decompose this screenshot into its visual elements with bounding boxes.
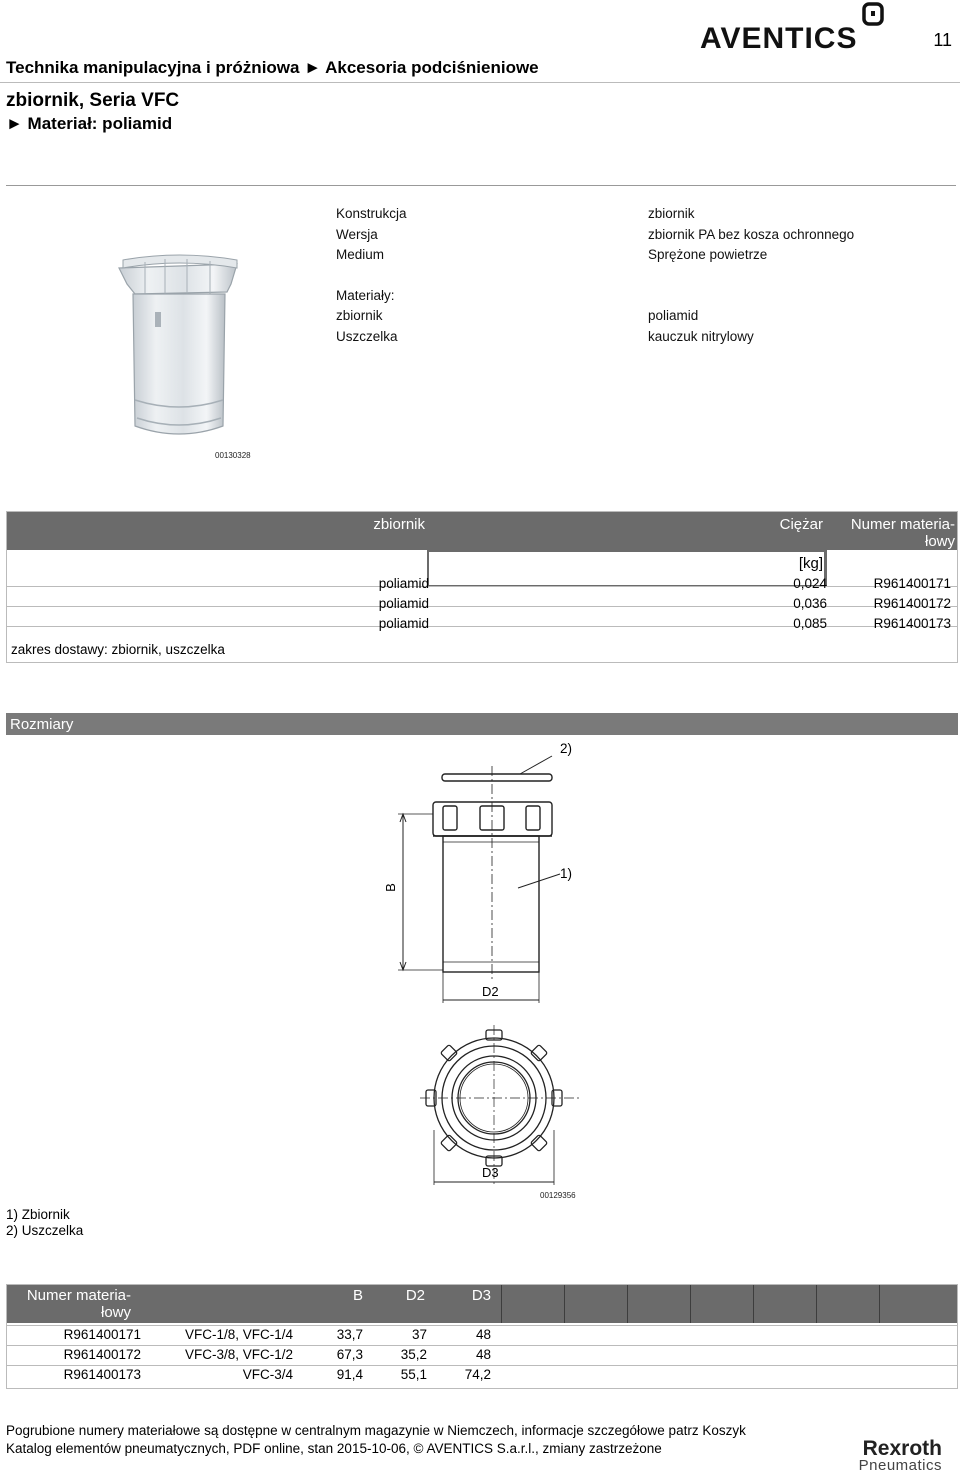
rexroth-logo: Rexroth <box>862 1437 942 1460</box>
legend-seal: 2) Uszczelka <box>6 1223 84 1238</box>
breadcrumb: Technika manipulacyjna i próżniowa ► Akcesoria podciśnieniowe <box>6 58 539 77</box>
row1-material: poliamid <box>378 576 429 591</box>
header-weight-unit: [kg] <box>798 555 823 572</box>
r2-thread: VFC-3/8, VFC-1/2 <box>184 1347 293 1362</box>
aventics-logo <box>700 2 890 54</box>
top-view-drawing <box>420 1025 580 1185</box>
aventics-logo-mark <box>864 4 882 24</box>
r2-d2: 35,2 <box>400 1347 427 1362</box>
row3-weight: 0,085 <box>793 616 827 631</box>
dimensions-title: Rozmiary <box>10 716 74 733</box>
spec-value-tank: poliamid <box>648 308 699 323</box>
page-subtitle: ► Materiał: poliamid <box>6 114 173 133</box>
header-weight: Ciężar <box>779 516 823 533</box>
dimension-b-label: B <box>382 883 398 892</box>
page-title: zbiornik, Seria VFC <box>6 90 180 111</box>
r3-thread: VFC-3/4 <box>242 1367 293 1382</box>
table-row <box>7 1327 957 1347</box>
table-row <box>7 575 957 595</box>
row1-weight: 0,024 <box>793 576 827 591</box>
aventics-logo-text: AVENTICS <box>700 22 858 54</box>
dimensions-table <box>6 1284 958 1389</box>
header-b: B <box>352 1287 363 1304</box>
rexroth-logo-subtitle: Pneumatics <box>858 1457 942 1474</box>
spec-labels <box>336 204 407 347</box>
dimension-d3-label: D3 <box>482 1165 499 1180</box>
legend-tank: 1) Zbiornik <box>6 1207 70 1222</box>
header-d2: D2 <box>405 1287 425 1304</box>
r3-d3: 74,2 <box>464 1367 491 1382</box>
r2-b: 67,3 <box>336 1347 363 1362</box>
r1-thread: VFC-1/8, VFC-1/4 <box>184 1327 293 1342</box>
delivery-scope: zakres dostawy: zbiornik, uszczelka <box>11 642 225 657</box>
r2-d3: 48 <box>475 1347 491 1362</box>
footer-note: Pogrubione numery materiałowe są dostępne w centralnym magazynie w Niemczech, informacje szczegółowe patrz Koszyk <box>6 1423 746 1438</box>
spec-label-tank: zbiornik <box>336 308 383 323</box>
dimensions-bar <box>6 713 958 735</box>
header-material-number-2: łowy <box>924 533 955 550</box>
row2-number: R961400172 <box>873 596 951 611</box>
section-divider <box>6 185 956 186</box>
r3-number: R961400173 <box>63 1367 141 1382</box>
spec-label-version: Wersja <box>336 226 378 242</box>
table-row <box>7 1367 957 1387</box>
spec-values <box>648 204 854 347</box>
header-divider <box>0 82 960 83</box>
photo-code: 00130328 <box>215 451 251 460</box>
page-number: 11 <box>933 30 952 50</box>
spec-label-seal: Uszczelka <box>336 328 398 344</box>
product-table <box>6 511 958 663</box>
product-photo <box>115 250 245 445</box>
table-row <box>7 595 957 615</box>
r1-b: 33,7 <box>336 1327 363 1342</box>
spec-value-construction: zbiornik <box>648 206 695 221</box>
table-row <box>7 615 957 635</box>
r2-number: R961400172 <box>63 1347 141 1362</box>
r1-number: R961400171 <box>63 1327 141 1342</box>
table-row <box>7 1347 957 1367</box>
callout-1: 1) <box>560 866 573 881</box>
header-number-2: łowy <box>100 1304 131 1321</box>
drawing-code: 00129356 <box>540 1191 576 1200</box>
r3-d2: 55,1 <box>400 1367 427 1382</box>
row2-weight: 0,036 <box>793 596 827 611</box>
spec-value-medium: Sprężone powietrze <box>648 247 768 262</box>
r1-d3: 48 <box>475 1327 491 1342</box>
row2-material: poliamid <box>378 596 429 611</box>
row3-material: poliamid <box>378 616 429 631</box>
row1-number: R961400171 <box>873 576 951 591</box>
header-number-1: Numer materia- <box>26 1287 131 1304</box>
callout-2: 2) <box>560 741 573 756</box>
header-d3: D3 <box>471 1287 491 1304</box>
dimension-d2-label: D2 <box>482 984 499 999</box>
r3-b: 91,4 <box>336 1367 363 1382</box>
spec-label-construction: Konstrukcja <box>336 206 407 221</box>
spec-label-medium: Medium <box>336 247 385 262</box>
footer-copyright: Katalog elementów pneumatycznych, PDF online, stan 2015-10-06, © AVENTICS S.a.r.l., zmiany zastrzeżone <box>6 1441 662 1456</box>
spec-label-materials: Materiały: <box>336 287 395 303</box>
header-tank: zbiornik <box>373 516 425 533</box>
r1-d2: 37 <box>411 1327 427 1342</box>
spec-value-version: zbiornik PA bez kosza ochronnego <box>648 226 855 242</box>
row3-number: R961400173 <box>873 616 951 631</box>
spec-value-seal: kauczuk nitrylowy <box>648 328 754 344</box>
header-material-number-1: Numer materia- <box>850 516 955 533</box>
